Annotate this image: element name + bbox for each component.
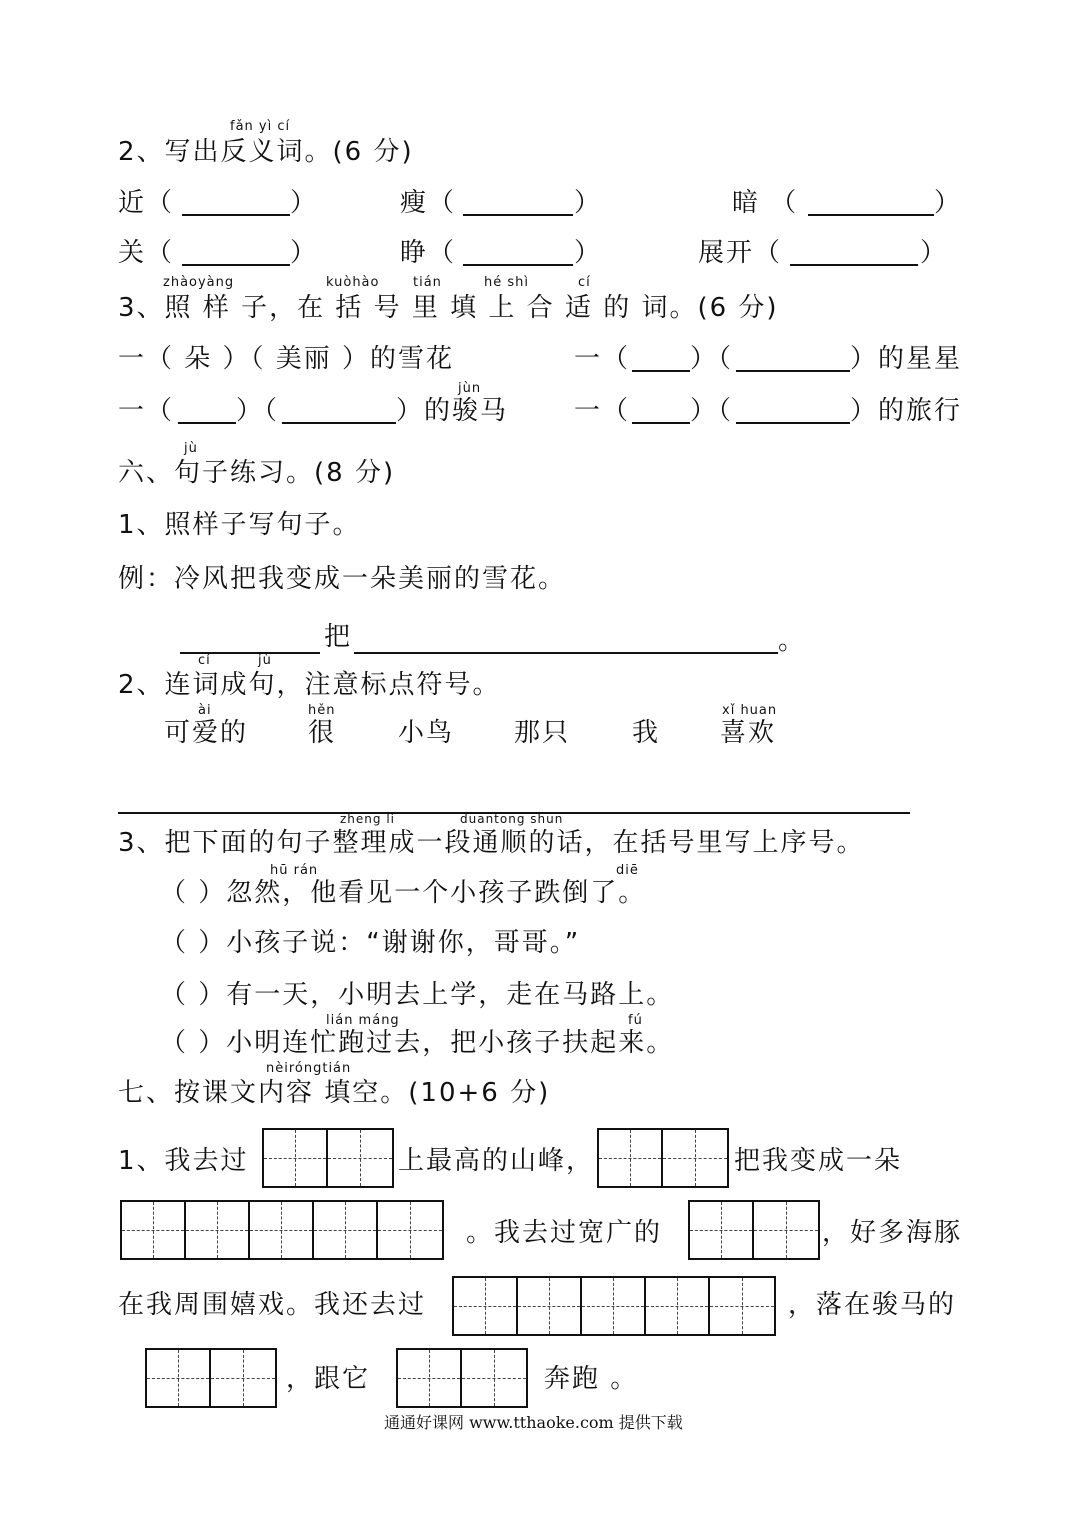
- pinyin-lianmang: lián máng: [326, 1013, 400, 1028]
- s6-example: 例：冷风把我变成一朵美丽的雪花。: [118, 564, 567, 594]
- fill-1b: 上最高的山峰，: [398, 1146, 595, 1176]
- word-hen: 很: [308, 718, 337, 748]
- answer-blank[interactable]: [354, 652, 778, 654]
- word-xingxing: ）的星星: [850, 344, 963, 374]
- paren-mid: ）（: [236, 396, 280, 426]
- answer-blank[interactable]: [632, 422, 690, 424]
- footer-credit: 通通好课网 www.tthaoke.com 提供下载: [384, 1413, 683, 1432]
- answer-blank[interactable]: [182, 214, 290, 216]
- paren-open: 一（: [118, 396, 175, 426]
- sentence-3: （ ）有一天，小明去上学，走在马路上。: [160, 980, 675, 1010]
- ba-char: 把: [324, 622, 353, 652]
- pinyin-ci: cí: [578, 275, 591, 290]
- section7-title: 七、按课文内容 填空。(10+6 分): [118, 1078, 551, 1108]
- s6-q3: 3、把下面的句子整理成一段通顺的话，在括号里写上序号。: [118, 828, 865, 858]
- word-xihuan: 喜欢: [720, 718, 777, 748]
- word-jin: 近（: [118, 188, 175, 218]
- tianzige-box[interactable]: [120, 1200, 444, 1260]
- word-nazhi: 那只: [514, 718, 571, 748]
- q3-title: 3、照 样 子，在 括 号 里 填 上 合 适 的 词。(6 分): [118, 293, 779, 323]
- pinyin-kuohao: kuòhào: [326, 275, 380, 290]
- answer-blank[interactable]: [282, 422, 396, 424]
- end-period: 。: [778, 626, 807, 656]
- pinyin-jun: jùn: [458, 381, 482, 396]
- pinyin-hen: hěn: [308, 703, 336, 718]
- paren-close: ）: [574, 238, 603, 268]
- word-junma: ）的骏马: [396, 396, 509, 426]
- answer-blank[interactable]: [808, 214, 934, 216]
- pinyin-zhaoyang: zhàoyàng: [163, 275, 235, 290]
- pinyin-fanyici: fǎn yì cí: [230, 119, 291, 134]
- pinyin-neirongtian: nèiróngtián: [266, 1061, 352, 1076]
- paren-close: ）: [574, 188, 603, 218]
- s6-q1: 1、照样子写句子。: [118, 510, 361, 540]
- tianzige-box[interactable]: [452, 1276, 776, 1336]
- paren-mid: ）（: [690, 344, 734, 374]
- example-row: 一（ 朵 ）（ 美丽 ）的雪花: [118, 344, 455, 374]
- tianzige-box[interactable]: [396, 1348, 528, 1408]
- tianzige-box[interactable]: [688, 1200, 820, 1260]
- fill-3b: ，落在骏马的: [788, 1290, 957, 1320]
- word-shou: 瘦（: [400, 188, 457, 218]
- tianzige-box[interactable]: [145, 1348, 277, 1408]
- pinyin-heshi: hé shì: [484, 275, 529, 290]
- paren-close: ）: [290, 188, 319, 218]
- pinyin-fu: fú: [628, 1013, 643, 1028]
- pinyin-ci: cí: [198, 653, 211, 668]
- answer-blank[interactable]: [736, 370, 850, 372]
- fill-4a: ，跟它: [286, 1364, 371, 1394]
- word-an: 暗 （: [732, 188, 799, 218]
- answer-blank[interactable]: [463, 214, 573, 216]
- word-wo: 我: [632, 718, 661, 748]
- paren-close: ）: [920, 238, 949, 268]
- tianzige-box[interactable]: [262, 1128, 394, 1188]
- sentence-1: （ ）忽然，他看见一个小孩子跌倒了。: [160, 878, 647, 908]
- word-lvxing: ）的旅行: [850, 396, 963, 426]
- fill-1a: 1、我去过: [118, 1146, 249, 1176]
- answer-blank[interactable]: [632, 370, 690, 372]
- pinyin-huran: hū rán: [270, 863, 319, 878]
- pinyin-ai: ài: [198, 703, 212, 718]
- paren-open: 一（: [574, 344, 631, 374]
- word-xiaoniao: 小鸟: [398, 718, 455, 748]
- paren-close: ）: [290, 238, 319, 268]
- pinyin-ju: jù: [258, 653, 272, 668]
- paren-mid: ）（: [690, 396, 734, 426]
- sentence-4: （ ）小明连忙跑过去，把小孩子扶起来。: [160, 1028, 675, 1058]
- word-zheng: 睁（: [400, 238, 457, 268]
- word-zhankai: 展开（: [698, 238, 783, 268]
- fill-1c: 把我变成一朵: [734, 1146, 903, 1176]
- word-guan: 关（: [118, 238, 175, 268]
- pinyin-xihuan: xǐ huan: [722, 703, 778, 718]
- paren-close: ）: [934, 188, 963, 218]
- fill-3a: 在我周围嬉戏。我还去过: [118, 1290, 427, 1320]
- answer-blank[interactable]: [182, 264, 290, 266]
- tianzige-box[interactable]: [597, 1128, 729, 1188]
- pinyin-die: diē: [616, 863, 639, 878]
- pinyin-zhengli: zheng li: [340, 812, 395, 826]
- pinyin-ju: jù: [184, 441, 198, 456]
- fill-2a: 。我去过宽广的: [466, 1218, 663, 1248]
- answer-blank[interactable]: [463, 264, 573, 266]
- answer-blank[interactable]: [790, 264, 918, 266]
- answer-blank[interactable]: [178, 422, 236, 424]
- fill-4b: 奔跑 。: [544, 1364, 639, 1394]
- s6-q2: 2、连词成句，注意标点符号。: [118, 670, 501, 700]
- section6-title: 六、句子练习。(8 分): [118, 458, 396, 488]
- sentence-2: （ ）小孩子说：“谢谢你，哥哥。”: [160, 928, 581, 958]
- word-keaide: 可爱的: [164, 718, 249, 748]
- pinyin-tian: tián: [413, 275, 442, 290]
- q2-title: 2、写出反义词。(6 分): [118, 137, 414, 167]
- pinyin-tongshun: duantong shun: [460, 812, 564, 826]
- answer-blank[interactable]: [736, 422, 850, 424]
- paren-open: 一（: [574, 396, 631, 426]
- fill-2b: ，好多海豚: [822, 1218, 963, 1248]
